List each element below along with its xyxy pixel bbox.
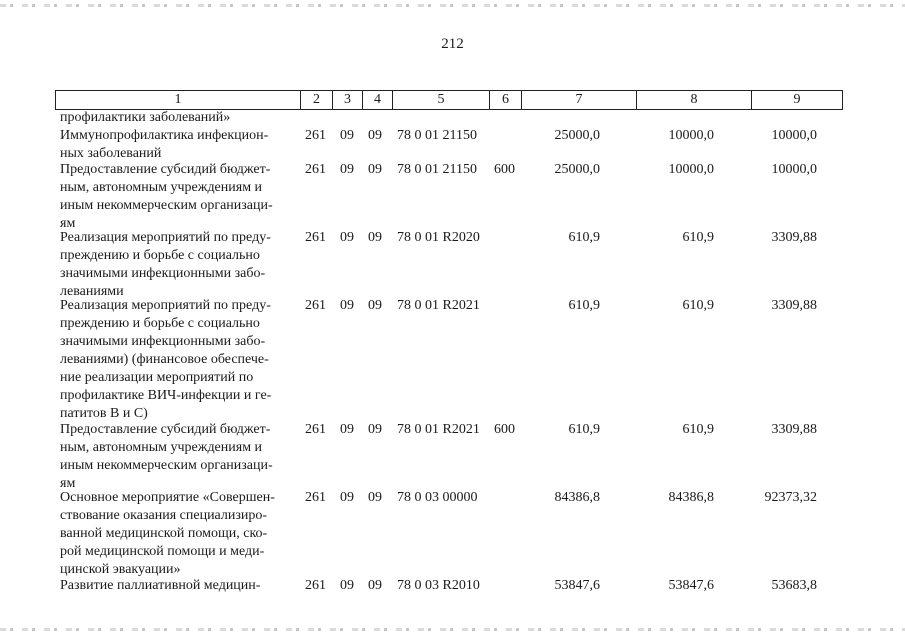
row-value-col7: 25000,0	[554, 128, 600, 143]
header-col-4: 4	[363, 91, 393, 110]
row-value-col9: 53683,8	[771, 578, 817, 593]
row-subsection: 09	[368, 422, 382, 437]
scan-artifact-bottom	[0, 628, 905, 631]
row-subsection: 09	[368, 298, 382, 313]
row-value-col8: 610,9	[682, 298, 714, 313]
row-name: Иммунопрофилактика инфекцион- ных заболеваний	[60, 128, 269, 161]
table-row	[0, 421, 905, 491]
table-row	[0, 109, 905, 127]
row-code: 261	[305, 490, 326, 505]
row-value-col7: 84386,8	[554, 490, 600, 505]
row-name: Предоставление субсидий бюджет- ным, автономным учреждениям и иным некоммерческим организаци- ям	[60, 422, 273, 491]
header-col-3: 3	[333, 91, 363, 110]
row-code: 261	[305, 578, 326, 593]
row-expense-type: 600	[494, 162, 515, 177]
row-value-col8: 10000,0	[668, 162, 714, 177]
row-target-article: 78 0 03 R2010	[397, 578, 480, 593]
header-col-2: 2	[301, 91, 333, 110]
row-name: Развитие паллиативной медицин-	[60, 578, 261, 593]
scan-artifact-top	[0, 4, 905, 7]
row-section: 09	[340, 128, 354, 143]
row-value-col8: 610,9	[682, 422, 714, 437]
row-name: профилактики заболеваний»	[60, 110, 231, 125]
table-row	[0, 297, 905, 421]
row-subsection: 09	[368, 490, 382, 505]
row-value-col7: 25000,0	[554, 162, 600, 177]
row-value-col9: 3309,88	[771, 422, 817, 437]
row-target-article: 78 0 01 R2021	[397, 298, 480, 313]
row-value-col9: 3309,88	[771, 230, 817, 245]
row-value-col7: 53847,6	[554, 578, 600, 593]
row-target-article: 78 0 01 21150	[397, 128, 477, 143]
row-code: 261	[305, 128, 326, 143]
row-value-col9: 10000,0	[771, 162, 817, 177]
row-value-col8: 10000,0	[668, 128, 714, 143]
row-value-col7: 610,9	[568, 422, 600, 437]
row-code: 261	[305, 230, 326, 245]
column-header-row	[55, 90, 843, 110]
header-col-8: 8	[637, 91, 752, 110]
row-section: 09	[340, 298, 354, 313]
row-subsection: 09	[368, 128, 382, 143]
row-value-col9: 10000,0	[771, 128, 817, 143]
row-value-col8: 84386,8	[668, 490, 714, 505]
row-section: 09	[340, 230, 354, 245]
row-value-col8: 610,9	[682, 230, 714, 245]
row-name: Реализация мероприятий по преду- преждению и борьбе с социально значимыми инфекционными забо- леваниями) (финансовое обеспече- ние реализации мероприятий по профилактике ВИЧ-инфекции и ге- патитов В и С)	[60, 298, 272, 421]
row-target-article: 78 0 03 00000	[397, 490, 478, 505]
table-row	[0, 127, 905, 163]
row-expense-type: 600	[494, 422, 515, 437]
header-col-9: 9	[752, 91, 843, 110]
row-value-col9: 3309,88	[771, 298, 817, 313]
row-subsection: 09	[368, 578, 382, 593]
header-col-5: 5	[393, 91, 490, 110]
header-col-6: 6	[490, 91, 522, 110]
row-target-article: 78 0 01 R2021	[397, 422, 480, 437]
row-section: 09	[340, 490, 354, 505]
row-code: 261	[305, 162, 326, 177]
page-number: 212	[441, 36, 464, 52]
row-value-col8: 53847,6	[668, 578, 714, 593]
row-value-col7: 610,9	[568, 230, 600, 245]
row-section: 09	[340, 162, 354, 177]
row-name: Реализация мероприятий по преду- преждению и борьбе с социально значимыми инфекционными забо- леваниями	[60, 230, 271, 299]
table-row	[0, 577, 905, 595]
row-section: 09	[340, 422, 354, 437]
header-col-7: 7	[522, 91, 637, 110]
row-name: Предоставление субсидий бюджет- ным, автономным учреждениям и иным некоммерческим организаци- ям	[60, 162, 273, 231]
row-subsection: 09	[368, 162, 382, 177]
row-target-article: 78 0 01 21150	[397, 162, 477, 177]
table-row	[0, 489, 905, 577]
header-col-1: 1	[56, 91, 301, 110]
row-code: 261	[305, 298, 326, 313]
row-value-col9: 92373,32	[764, 490, 817, 505]
row-target-article: 78 0 01 R2020	[397, 230, 480, 245]
row-section: 09	[340, 578, 354, 593]
table-row	[0, 229, 905, 301]
table-row	[0, 161, 905, 233]
row-subsection: 09	[368, 230, 382, 245]
row-value-col7: 610,9	[568, 298, 600, 313]
row-code: 261	[305, 422, 326, 437]
row-name: Основное мероприятие «Совершен- ствование оказания специализиро- ванной медицинской помощи, ско- рой медицинской помощи и меди- цинской эвакуации»	[60, 490, 275, 577]
